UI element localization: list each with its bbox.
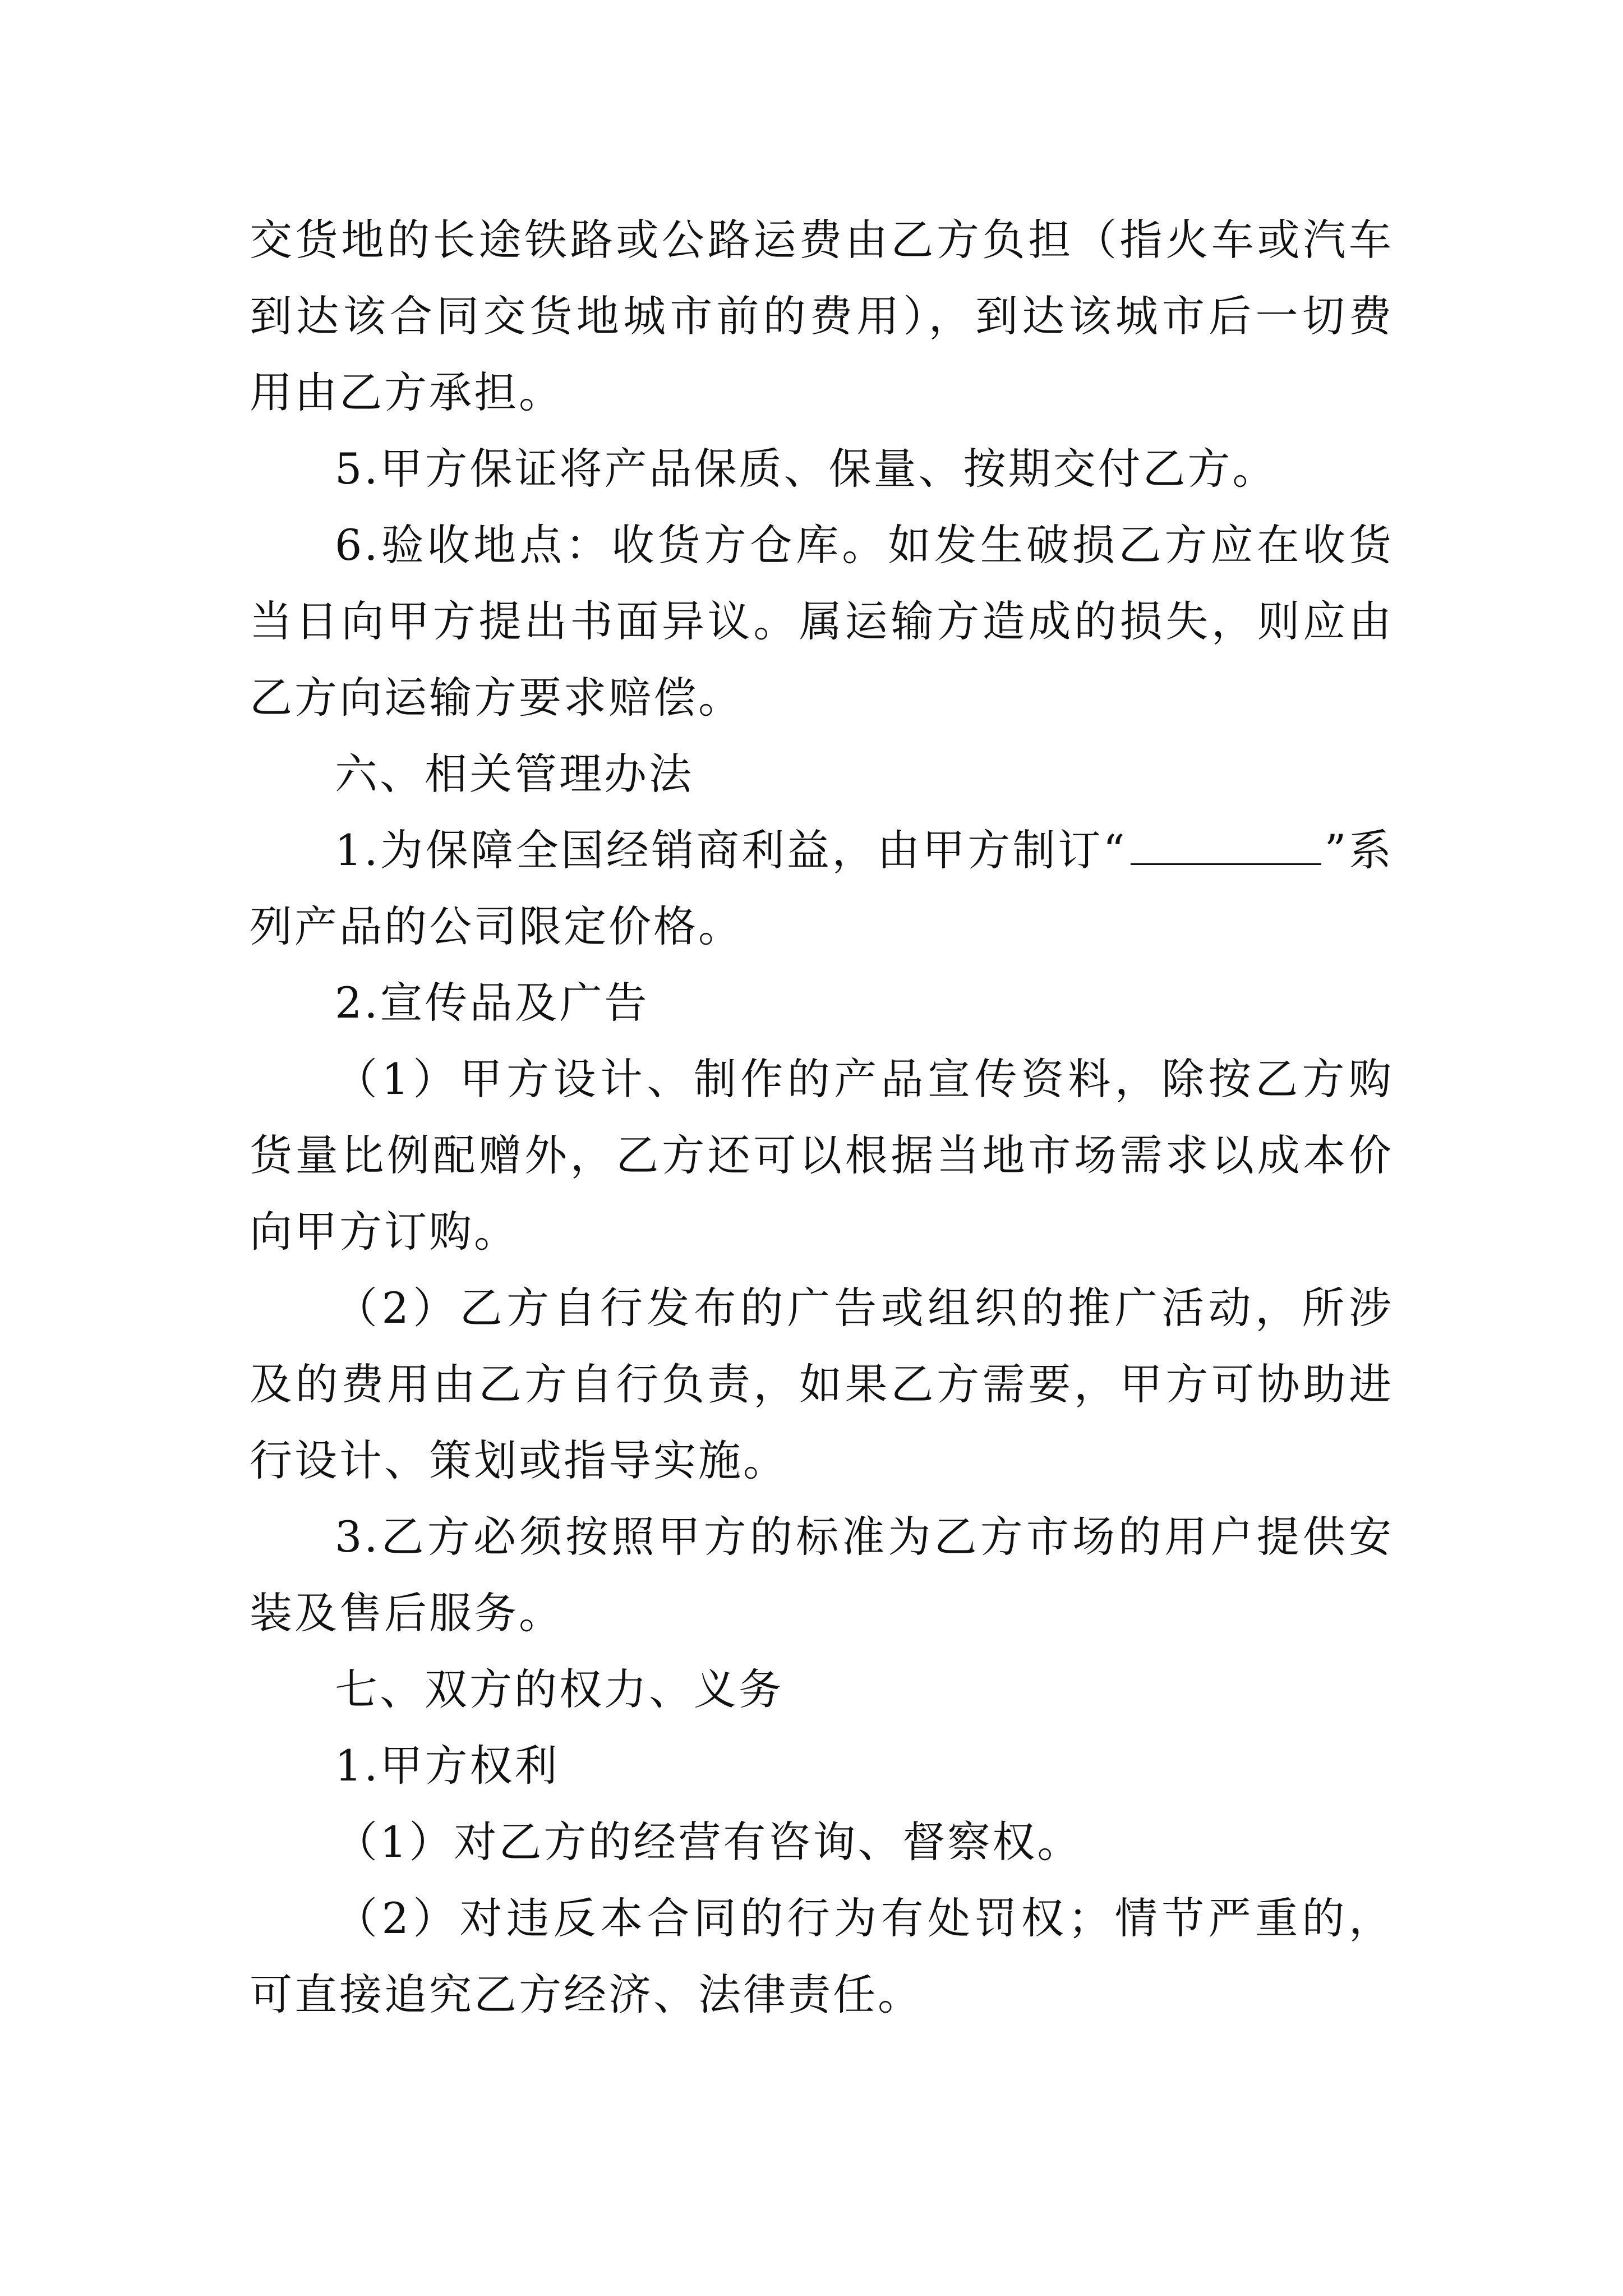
paragraph-promo-2: （2）乙方自行发布的广告或组织的推广活动，所涉及的费用由乙方自行负责，如果乙方需要，甲方可协助进行设计、策划或指导实施。: [250, 1283, 1394, 1485]
price-limit-text-start: 1.为保障全国经销商利益，由甲方制订“: [335, 825, 1127, 875]
section-heading-management: 六、相关管理办法: [335, 749, 694, 799]
paragraph-right-2: （2）对违反本合同的行为有处罚权；情节严重的，可直接追究乙方经济、法律责任。: [250, 1893, 1394, 2019]
paragraph-price-limit: [250, 812, 1394, 965]
paragraph-promo-1: （1）甲方设计、制作的产品宣传资料，除按乙方购货量比例配赠外，乙方还可以根据当地市场需求以成本价向甲方订购。: [250, 1054, 1394, 1257]
paragraph-freight-cost: 交货地的长途铁路或公路运费由乙方负担（指火车或汽车到达该合同交货地城市前的费用），到达该城市后一切费用由乙方承担。: [250, 215, 1394, 417]
paragraph-item-5: 5.甲方保证将产品保质、保量、按期交付乙方。: [335, 444, 1278, 494]
price-limit-text-end: ”系列产品的公司限定价格。: [250, 825, 1394, 951]
paragraph-item-6: 6.验收地点：收货方仓库。如发生破损乙方应在收货当日向甲方提出书面异议。属运输方造成的损失，则应由乙方向运输方要求赔偿。: [250, 520, 1394, 723]
paragraph-right-1: （1）对乙方的经营有咨询、督察权。: [335, 1817, 1082, 1867]
section-heading-rights: 七、双方的权力、义务: [335, 1664, 783, 1714]
paragraph-item-3-service: 3.乙方必须按照甲方的标准为乙方市场的用户提供安装及售后服务。: [250, 1512, 1394, 1638]
blank-line: [1131, 830, 1321, 865]
paragraph-party-a-rights: 1.甲方权利: [335, 1741, 560, 1791]
paragraph-promo-heading: 2.宣传品及广告: [335, 978, 649, 1028]
document-body: [250, 202, 1394, 2033]
